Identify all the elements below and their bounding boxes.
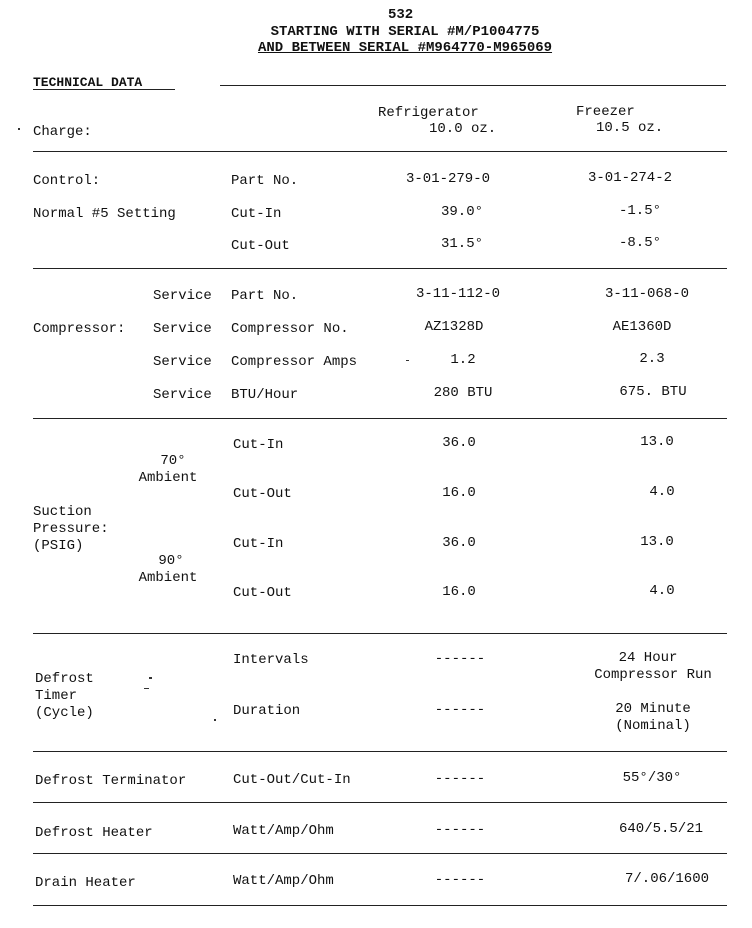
compressor-refrigerator-value: 280 BTU <box>433 385 493 401</box>
compressor-freezer-value: 675. BTU <box>619 384 687 400</box>
compressor-freezer-value: 3-11-068-0 <box>604 286 689 302</box>
drain-heater-param: Watt/Amp/Ohm <box>233 873 334 889</box>
row-divider <box>33 268 727 269</box>
charge-label: Charge: <box>33 124 92 140</box>
defrost-duration-refrigerator: ------ <box>434 702 486 718</box>
control-refrigerator-value: 3-01-279-0 <box>405 171 490 187</box>
section-title-underline <box>33 89 175 90</box>
defrost-timer-label-line1: Defrost <box>35 671 94 687</box>
defrost-terminator-label: Defrost Terminator <box>35 773 187 789</box>
suction-label-line1: Suction <box>33 504 92 520</box>
suction-refrigerator-value: 16.0 <box>442 485 476 501</box>
defrost-intervals-refrigerator: ------ <box>434 651 486 667</box>
control-label: Control: <box>33 173 101 189</box>
drain-heater-freezer: 7/.06/1600 <box>624 871 709 887</box>
serial-header-line2: AND BETWEEN SERIAL #M964770-M965069 <box>257 40 553 56</box>
defrost-duration-param: Duration <box>233 703 301 719</box>
compressor-freezer-value: 2.3 <box>639 351 665 367</box>
defrost-heater-param: Watt/Amp/Ohm <box>233 823 334 839</box>
compressor-param: Compressor No. <box>231 321 349 337</box>
header-rule <box>220 85 726 86</box>
ambient-90-temp: 90° <box>158 553 184 569</box>
scan-speck <box>18 128 20 130</box>
suction-freezer-value: 4.0 <box>649 583 675 599</box>
suction-refrigerator-value: 16.0 <box>442 584 476 600</box>
drain-heater-refrigerator: ------ <box>434 872 486 888</box>
suction-refrigerator-value: 36.0 <box>442 435 476 451</box>
suction-freezer-value: 4.0 <box>649 484 675 500</box>
suction-freezer-value: 13.0 <box>640 434 674 450</box>
compressor-param: Compressor Amps <box>231 354 358 370</box>
section-title: TECHNICAL DATA <box>33 75 143 90</box>
column-header-freezer: Freezer <box>576 104 635 120</box>
suction-freezer-value: 13.0 <box>640 534 674 550</box>
compressor-prefix: Service <box>153 321 212 337</box>
compressor-prefix: Service <box>153 354 212 370</box>
defrost-duration-freezer-line1: 20 Minute <box>615 701 691 717</box>
defrost-timer-label-line3: (Cycle) <box>35 705 94 721</box>
row-divider <box>33 418 727 419</box>
control-param: Cut-Out <box>231 238 290 254</box>
control-sublabel: Normal #5 Setting <box>33 206 176 222</box>
compressor-prefix: Service <box>153 387 212 403</box>
suction-param: Cut-Out <box>233 585 292 601</box>
control-freezer-value: 3-01-274-2 <box>587 170 672 186</box>
page-number: 532 <box>388 7 414 23</box>
row-divider <box>33 853 727 854</box>
serial-header-line1: STARTING WITH SERIAL #M/P1004775 <box>270 24 540 40</box>
control-param: Part No. <box>231 173 299 189</box>
defrost-heater-label: Defrost Heater <box>35 825 153 841</box>
charge-refrigerator: 10.0 oz. <box>429 121 497 137</box>
row-divider <box>33 151 727 152</box>
scan-speck <box>406 360 409 361</box>
suction-param: Cut-In <box>233 536 284 552</box>
ambient-70-label: Ambient <box>138 470 198 486</box>
defrost-intervals-param: Intervals <box>233 652 309 668</box>
defrost-terminator-refrigerator: ------ <box>434 771 486 787</box>
control-freezer-value: -8.5° <box>618 235 661 251</box>
row-divider <box>33 633 727 634</box>
compressor-param: Part No. <box>231 288 299 304</box>
suction-refrigerator-value: 36.0 <box>442 535 476 551</box>
compressor-freezer-value: AE1360D <box>612 319 672 335</box>
suction-param: Cut-In <box>233 437 284 453</box>
scan-speck <box>214 719 216 721</box>
defrost-timer-label-line2: Timer <box>35 688 78 704</box>
control-refrigerator-value: 31.5° <box>440 236 483 252</box>
compressor-refrigerator-value: 1.2 <box>450 352 476 368</box>
compressor-param: BTU/Hour <box>231 387 299 403</box>
defrost-duration-freezer-line2: (Nominal) <box>615 718 691 734</box>
defrost-intervals-freezer-line2: Compressor Run <box>594 667 712 683</box>
charge-freezer: 10.5 oz. <box>596 120 664 136</box>
row-divider <box>33 751 727 752</box>
row-divider <box>33 905 727 906</box>
compressor-refrigerator-value: 3-11-112-0 <box>415 286 500 302</box>
compressor-prefix: Service <box>153 288 212 304</box>
defrost-heater-refrigerator: ------ <box>434 822 486 838</box>
row-divider <box>33 802 727 803</box>
ambient-70-temp: 70° <box>160 453 186 469</box>
drain-heater-label: Drain Heater <box>35 875 136 891</box>
scan-speck <box>149 677 152 679</box>
defrost-heater-freezer: 640/5.5/21 <box>618 821 703 837</box>
control-param: Cut-In <box>231 206 282 222</box>
defrost-intervals-freezer-line1: 24 Hour <box>618 650 678 666</box>
compressor-refrigerator-value: AZ1328D <box>424 319 484 335</box>
suction-label-line2: Pressure: <box>33 521 109 537</box>
compressor-label: Compressor: <box>33 321 126 337</box>
defrost-terminator-param: Cut-Out/Cut-In <box>233 772 351 788</box>
control-freezer-value: -1.5° <box>618 203 661 219</box>
scan-speck <box>144 688 149 689</box>
defrost-terminator-freezer: 55°/30° <box>622 770 682 786</box>
suction-label-line3: (PSIG) <box>33 538 84 554</box>
column-header-refrigerator: Refrigerator <box>378 105 479 121</box>
suction-param: Cut-Out <box>233 486 292 502</box>
control-refrigerator-value: 39.0° <box>440 204 483 220</box>
ambient-90-label: Ambient <box>138 570 198 586</box>
